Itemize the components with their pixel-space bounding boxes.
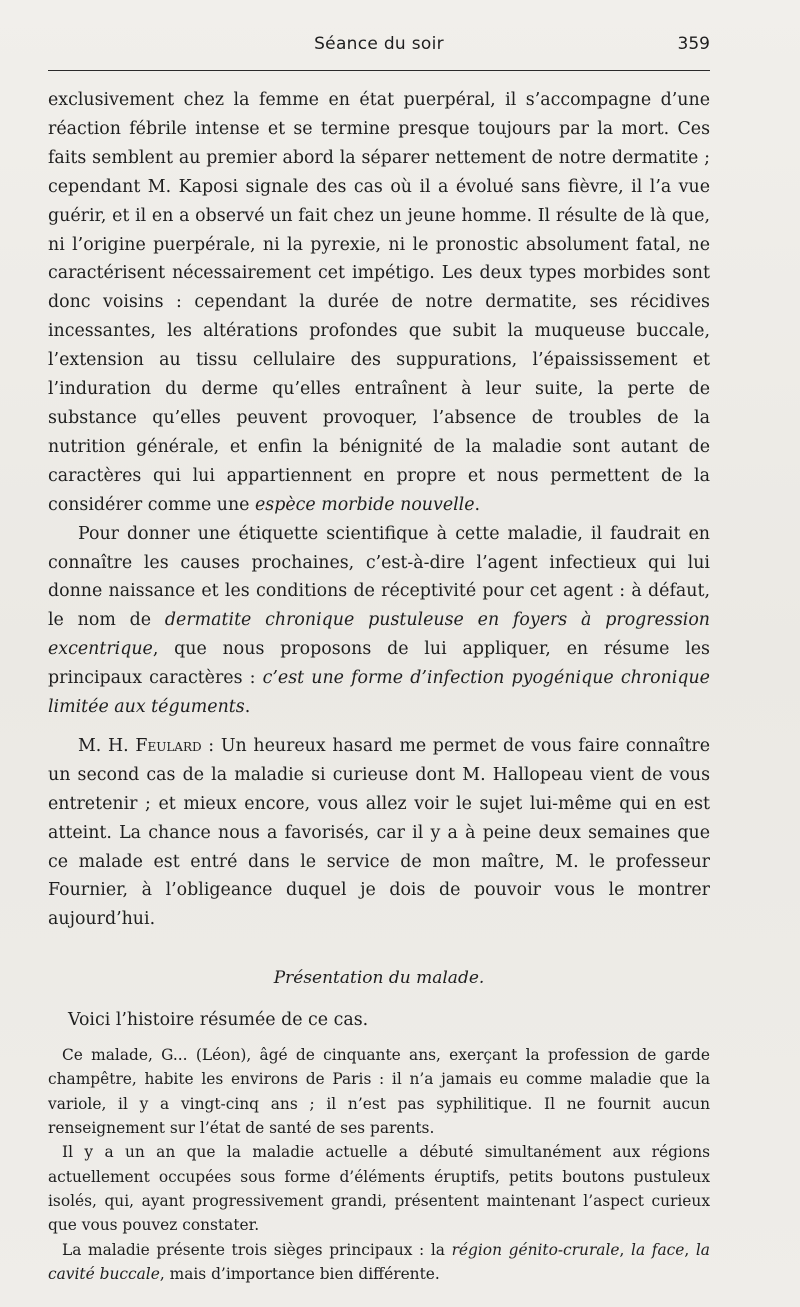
paragraph-1-text-b: . — [474, 494, 481, 515]
case-paragraph-1: Ce malade, G... (Léon), âgé de cinquante ans, exerçant la profession de garde champêtre, habite les environs de Paris : il n’a jamais eu comme maladie que la variole, il y a vingt-cinq ans ; il n’est pas syphilitique. Il ne fournit aucun renseignement sur l’état de santé de ses parents. — [48, 1046, 710, 1138]
paragraph-2-italic-a: dermatite chronique pustuleuse en foyers à progression excentrique — [48, 610, 710, 660]
paragraph-3-text: : Un heureux hasard me permet de vous faire connaître un second cas de la maladie si curieuse dont M. Hallopeau vient de vous entretenir ; et mieux encore, vous allez voir le sujet lui-même qui en est atteint. La chance nous a favorisés, car il y a à peine deux semaines que ce malade est entré dans le service de mon maître, M. le professeur Fournier, à l’obligeance duquel je dois de pouvoir vous le montrer aujourd’hui. — [48, 735, 710, 930]
case-paragraph-3 — [48, 1238, 710, 1287]
case-paragraph-3-italic-a: région génito-crurale — [451, 1240, 620, 1259]
main-text — [48, 86, 710, 934]
paragraph-1-italic: espèce morbide nouvelle — [255, 494, 475, 515]
paragraph-2-italic-b: c’est une forme d’infection pyogénique chronique limitée aux téguments — [48, 668, 710, 718]
paragraph-gap — [48, 722, 710, 732]
case-paragraph-3-text-b: , — [619, 1240, 632, 1259]
speaker-name: Feulard — [135, 735, 202, 756]
case-paragraph-3-italic-c: la cavité buccale — [48, 1240, 710, 1283]
paragraph-2-text-b: , que nous proposons de lui appliquer, en résume les principaux caractères : — [48, 639, 710, 689]
case-paragraph-3-text-d: , mais d’importance bien différente. — [159, 1264, 440, 1283]
paragraph-1-text-a: exclusivement chez la femme en état puerpéral, il s’accompagne d’une réaction fébrile intense et se termine presque toujours par la mort. Ces faits semblent au premier abord la séparer nettement de notre dermatite ; cependant M. Kaposi signale des cas où il a évolué sans fièvre, il l’a vue guérir, et il en a observé un fait chez un jeune homme. Il résulte de là que, ni l’origine puerpérale, ni la pyrexie, ni le pronostic absolument fatal, ne caractérisent nécessairement cet impétigo. Les deux types morbides sont donc voisins : cependant la durée de notre dermatite, ses récidives incessantes, les altérations profondes que subit la muqueuse buccale, l’extension au tissu cellulaire des suppurations, l’épaississement et l’induration du derme qu’elles entraînent à leur suite, la perte de substance qu’elles peuvent provoquer, l’absence de troubles de la nutrition générale, et enfin la bénignité de la maladie sont autant de caractères qui lui appartiennent en propre et nous permettent de la considérer comme une — [48, 90, 710, 515]
header-rule — [48, 70, 710, 71]
running-title: Séance du soir — [314, 34, 444, 54]
paragraph-3 — [48, 732, 710, 934]
paragraph-2 — [48, 520, 710, 722]
paragraph-2-text-c: . — [244, 697, 251, 718]
case-paragraph-3-italic-b: la face — [631, 1240, 685, 1259]
case-paragraph-2: Il y a un an que la maladie actuelle a débuté simultanément aux régions actuellement occupées sous forme d’éléments éruptifs, petits boutons pustuleux isolés, qui, ayant progressivement grandi, présentent maintenant l’aspect curieux que vous pouvez constater. — [48, 1143, 710, 1235]
page-header — [48, 30, 710, 60]
page-number: 359 — [677, 34, 710, 54]
paragraph-2-text-a: Pour donner une étiquette scientifique à cette maladie, il faudrait en connaître les causes prochaines, c’est-à-dire l’agent infectieux qui lui donne naissance et les conditions de réceptivité pour cet agent : à défaut, le nom de — [48, 523, 710, 631]
section-title: Présentation du malade. — [273, 968, 485, 989]
speaker-prefix: M. H. — [78, 735, 136, 756]
case-paragraph-3-text-a: La maladie présente trois sièges principaux : la — [62, 1240, 452, 1259]
intro-line: Voici l’histoire résumée de ce cas. — [68, 1010, 369, 1031]
paragraph-1 — [48, 86, 710, 520]
case-text — [48, 1043, 710, 1286]
case-paragraph-3-text-c: , — [684, 1240, 696, 1259]
page-body — [48, 86, 710, 1286]
intro-line-wrap — [48, 1006, 710, 1035]
